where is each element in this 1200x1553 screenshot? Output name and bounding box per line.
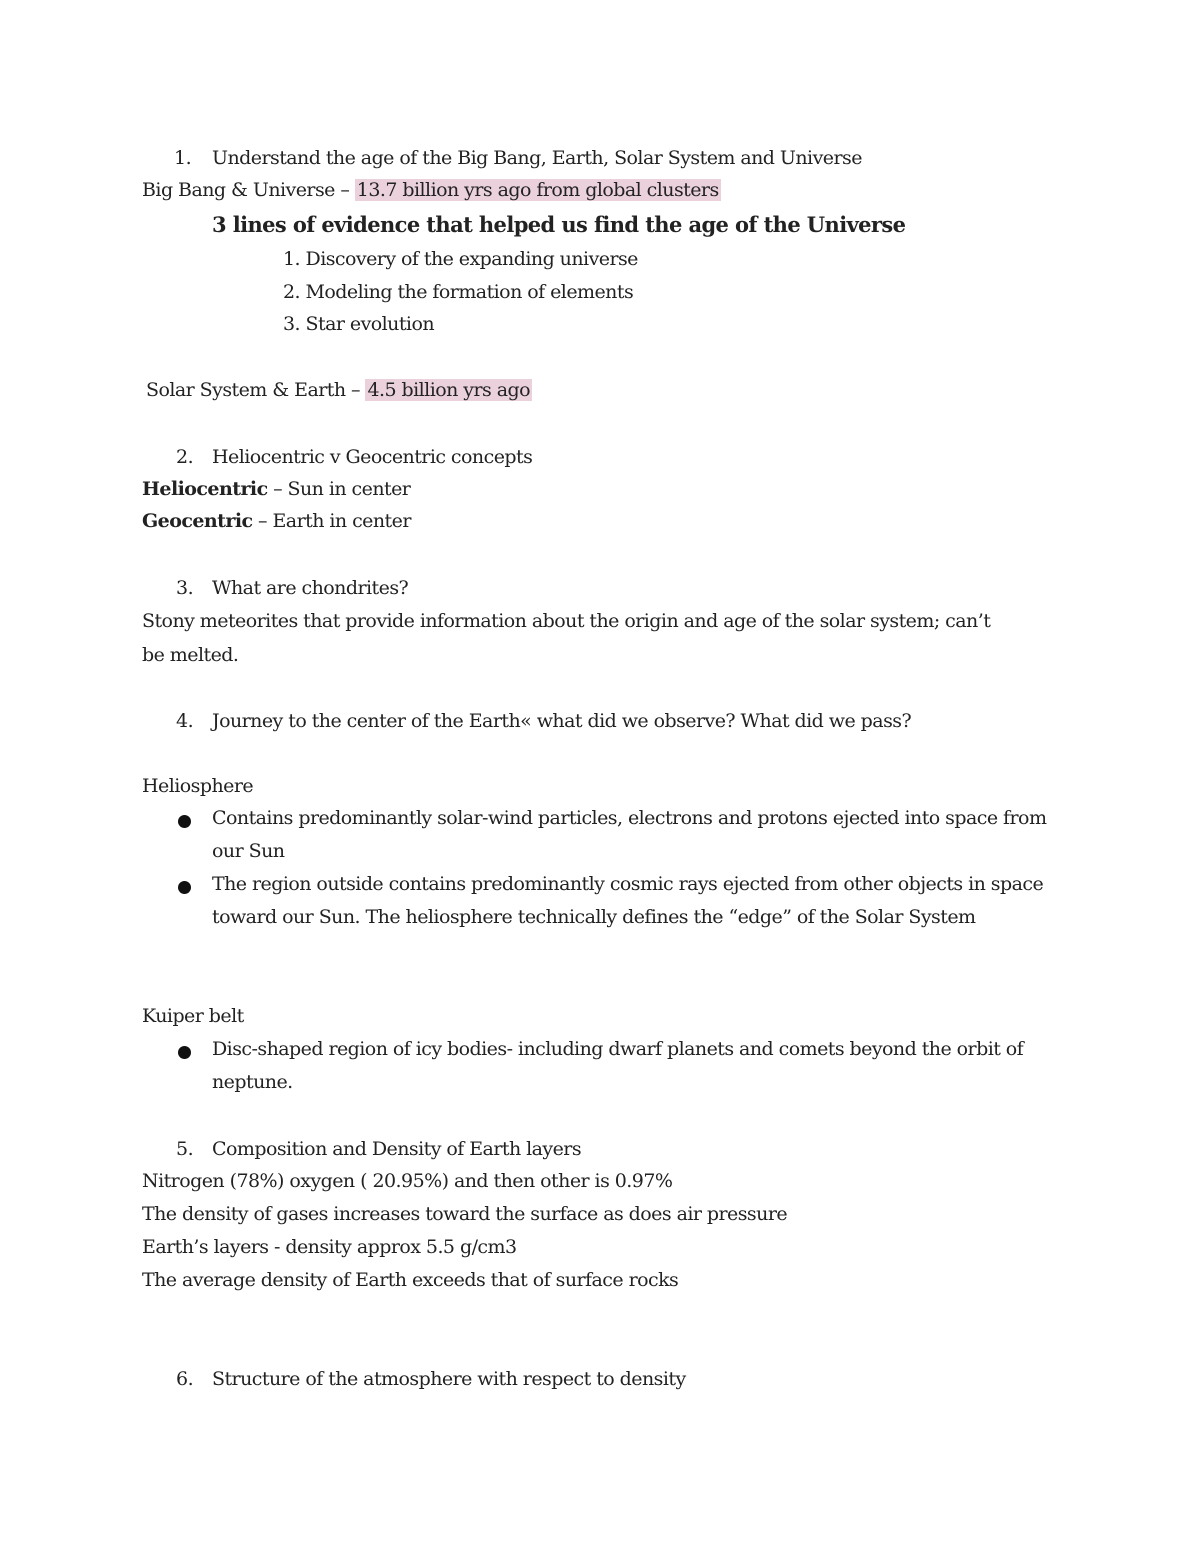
solar-system-value-highlight: 4.5 billion yrs ago <box>367 379 530 401</box>
section-4-number: 4. <box>176 710 194 732</box>
heliocentric-def: – Sun in center <box>267 478 411 500</box>
composition-line: The average density of Earth exceeds that of surface rocks <box>142 1269 679 1291</box>
geocentric-def: – Earth in center <box>252 510 411 532</box>
big-bang-line <box>142 178 721 202</box>
bullet-icon <box>178 881 191 894</box>
big-bang-value-highlight: 13.7 billion yrs ago from global clusters <box>356 179 719 201</box>
solar-system-line <box>146 378 532 402</box>
section-5-heading: Composition and Density of Earth layers <box>212 1138 582 1160</box>
composition-line: Earth’s layers - density approx 5.5 g/cm3 <box>142 1236 517 1258</box>
section-3-heading: What are chondrites? <box>212 577 409 599</box>
section-1-number: 1. <box>174 147 192 169</box>
bullet-icon <box>178 815 191 828</box>
heliocentric-term: Heliocentric <box>142 478 268 500</box>
section-3-number: 3. <box>176 577 194 599</box>
kuiper-belt-bullet: Disc-shaped region of icy bodies- including dwarf planets and comets beyond the orbit of neptune. <box>212 1038 1024 1093</box>
composition-line: The density of gases increases toward the surface as does air pressure <box>142 1203 788 1225</box>
chondrites-answer-line-1: Stony meteorites that provide information about the origin and age of the solar system; can’t <box>142 610 991 632</box>
evidence-heading: 3 lines of evidence that helped us find the age of the Universe <box>212 212 906 237</box>
heliocentric-definition <box>142 477 410 501</box>
evidence-item: 1. Discovery of the expanding universe <box>283 248 638 270</box>
section-2-heading: Heliocentric v Geocentric concepts <box>212 446 533 468</box>
evidence-item: 3. Star evolution <box>283 313 435 335</box>
composition-line: Nitrogen (78%) oxygen ( 20.95%) and then other is 0.97% <box>142 1170 673 1192</box>
bullet-icon <box>178 1046 191 1059</box>
chondrites-answer-line-2: be melted. <box>142 644 239 666</box>
big-bang-label: Big Bang & Universe – <box>142 179 355 201</box>
heliosphere-title: Heliosphere <box>142 775 254 797</box>
heliosphere-bullet: The region outside contains predominantly cosmic rays ejected from other objects in space toward our Sun. The heliosphere technically defines the “edge” of the Solar System <box>212 873 1044 928</box>
solar-system-label: Solar System & Earth – <box>146 379 366 401</box>
kuiper-belt-title: Kuiper belt <box>142 1005 244 1027</box>
section-1-heading: Understand the age of the Big Bang, Earth, Solar System and Universe <box>212 147 862 169</box>
section-5-number: 5. <box>176 1138 194 1160</box>
section-4-heading: Journey to the center of the Earth« what did we observe? What did we pass? <box>212 710 912 732</box>
section-6-number: 6. <box>176 1368 194 1390</box>
evidence-item: 2. Modeling the formation of elements <box>283 281 634 303</box>
section-6-heading: Structure of the atmosphere with respect to density <box>212 1368 686 1390</box>
section-2-number: 2. <box>176 446 194 468</box>
heliosphere-bullet: Contains predominantly solar-wind particles, electrons and protons ejected into space from our Sun <box>212 807 1047 862</box>
geocentric-definition <box>142 509 411 533</box>
geocentric-term: Geocentric <box>142 510 253 532</box>
